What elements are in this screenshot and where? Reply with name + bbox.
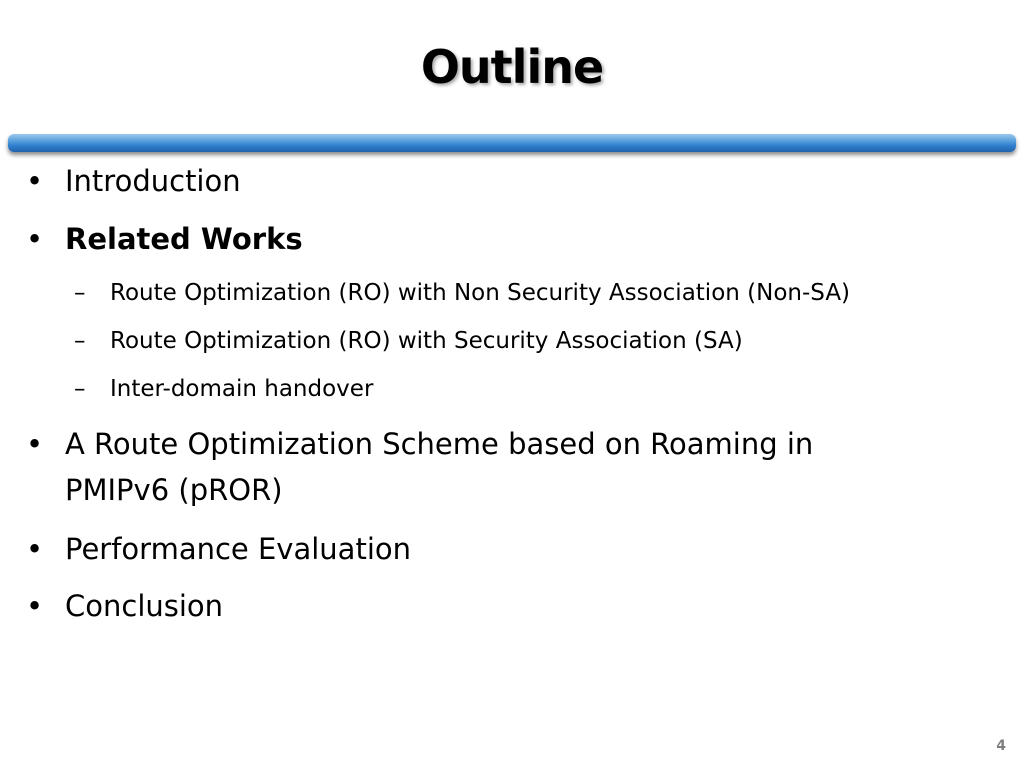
outline-subitem-ro-sa — [74, 326, 1014, 356]
outline-item-label: Performance Evaluation — [65, 532, 412, 566]
outline-item-related-works — [26, 216, 956, 262]
title-divider-bar — [8, 134, 1016, 152]
bullet-icon: • — [26, 222, 44, 256]
bullet-icon: • — [26, 164, 44, 198]
outline-item-conclusion — [26, 583, 956, 629]
bullet-icon: • — [26, 532, 44, 566]
outline-item-label: Conclusion — [65, 589, 224, 623]
dash-bullet-icon: – — [74, 280, 86, 306]
outline-subitem-inter-domain — [74, 374, 1014, 404]
outline-item-performance — [26, 526, 956, 572]
outline-item-label: A Route Optimization Scheme based on Roaming in PMIPv6 (pROR) — [65, 427, 814, 507]
page-number: 4 — [996, 738, 1006, 754]
outline-item-label: Introduction — [65, 164, 241, 198]
bullet-icon: • — [26, 589, 44, 623]
outline-subitem-ro-non-sa — [74, 278, 1014, 308]
outline-item-introduction — [26, 158, 956, 204]
dash-bullet-icon: – — [74, 328, 86, 354]
outline-item-pror — [26, 421, 956, 513]
bullet-icon: • — [26, 427, 44, 461]
dash-bullet-icon: – — [74, 376, 86, 402]
outline-item-label: Related Works — [65, 222, 303, 256]
outline-subitem-label: Route Optimization (RO) with Security Association (SA) — [110, 328, 743, 354]
outline-subitem-label: Inter-domain handover — [110, 376, 374, 402]
outline-subitem-label: Route Optimization (RO) with Non Security Association (Non-SA) — [110, 280, 851, 306]
slide-title: Outline — [420, 40, 604, 94]
